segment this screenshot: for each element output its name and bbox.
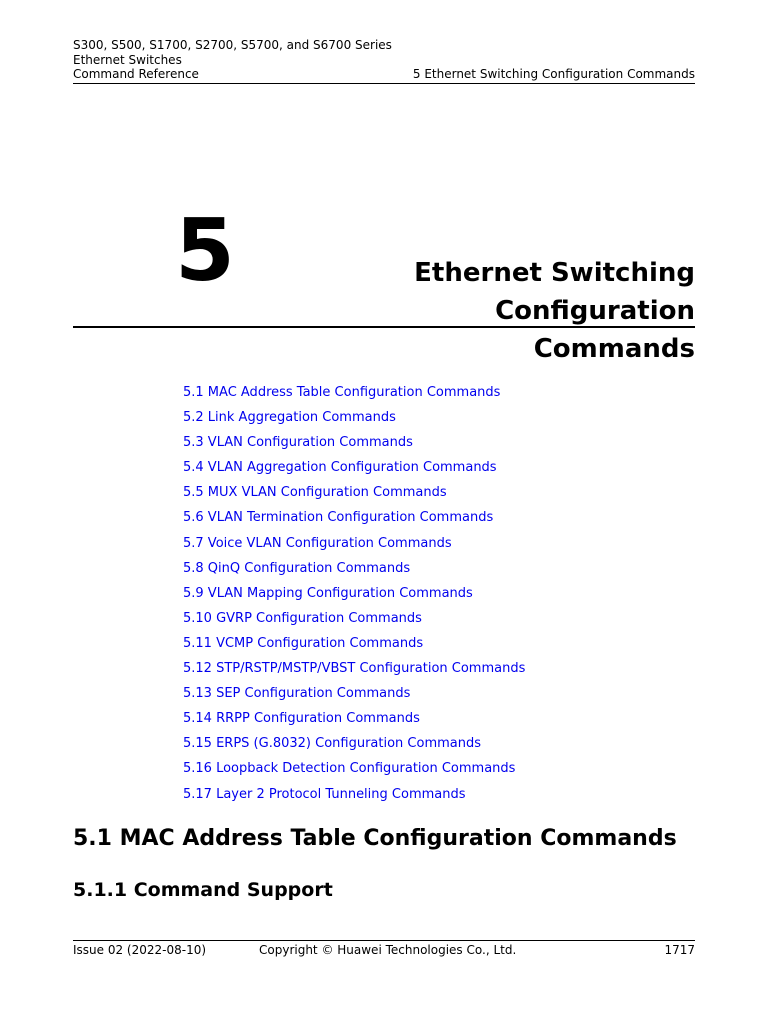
toc-link[interactable]: 5.5 MUX VLAN Configuration Commands [183, 485, 447, 501]
footer-page-number: 1717 [664, 943, 695, 957]
toc-link[interactable]: 5.3 VLAN Configuration Commands [183, 435, 413, 451]
toc-item [183, 585, 525, 610]
chapter-title-line2: Commands [533, 334, 695, 364]
chapter-title-block [73, 201, 695, 364]
toc-link[interactable]: 5.11 VCMP Configuration Commands [183, 635, 424, 651]
toc-item [183, 710, 525, 735]
toc-link[interactable]: 5.7 Voice VLAN Configuration Commands [183, 535, 452, 551]
toc-item [183, 610, 525, 635]
chapter-toc [183, 384, 525, 811]
toc-item [183, 459, 525, 484]
toc-link[interactable]: 5.1 MAC Address Table Configuration Commands [183, 385, 501, 400]
toc-link[interactable]: 5.17 Layer 2 Protocol Tunneling Commands [183, 786, 466, 802]
toc-item [183, 635, 525, 660]
header-product: S300, S500, S1700, S2700, S5700, and S6700 Series [73, 38, 392, 52]
chapter-title [225, 254, 695, 368]
section-heading: 5.1 MAC Address Table Configuration Commands [73, 826, 677, 851]
header-product-type: Ethernet Switches [73, 52, 182, 67]
toc-item [183, 685, 525, 710]
toc-link[interactable]: 5.4 VLAN Aggregation Configuration Commands [183, 460, 497, 476]
header-doc-name: Command Reference [73, 67, 199, 81]
toc-link[interactable]: 5.9 VLAN Mapping Configuration Commands [183, 585, 473, 601]
toc-link[interactable]: 5.13 SEP Configuration Commands [183, 686, 411, 702]
footer-issue: Issue 02 (2022-08-10) [73, 943, 207, 957]
toc-item [183, 760, 525, 785]
toc-item [183, 786, 525, 811]
toc-link[interactable]: 5.6 VLAN Termination Configuration Commands [183, 510, 494, 526]
toc-link[interactable]: 5.2 Link Aggregation Commands [183, 410, 396, 426]
toc-item [183, 509, 525, 534]
toc-link[interactable]: 5.10 GVRP Configuration Commands [183, 610, 422, 626]
page-footer [73, 940, 695, 957]
chapter-title-line1: Ethernet Switching Configuration [414, 258, 695, 326]
toc-item [183, 660, 525, 685]
toc-item [183, 409, 525, 434]
toc-item [183, 484, 525, 509]
toc-item [183, 735, 525, 760]
toc-link[interactable]: 5.16 Loopback Detection Configuration Commands [183, 761, 516, 777]
toc-item [183, 434, 525, 459]
header-chapter-name: 5 Ethernet Switching Configuration Commands [412, 67, 695, 81]
chapter-number: 5 [175, 201, 235, 301]
header-row [73, 67, 695, 82]
toc-link[interactable]: 5.12 STP/RSTP/MSTP/VBST Configuration Commands [183, 661, 526, 677]
footer-copyright: Copyright © Huawei Technologies Co., Ltd. [259, 943, 517, 957]
toc-link[interactable]: 5.8 QinQ Configuration Commands [183, 560, 411, 576]
toc-item [183, 535, 525, 560]
toc-item [183, 560, 525, 585]
toc-item [183, 384, 525, 409]
toc-link[interactable]: 5.14 RRPP Configuration Commands [183, 711, 420, 727]
toc-link[interactable]: 5.15 ERPS (G.8032) Configuration Commands [183, 736, 481, 752]
subsection-heading: 5.1.1 Command Support [73, 879, 333, 901]
page-header [73, 38, 695, 84]
